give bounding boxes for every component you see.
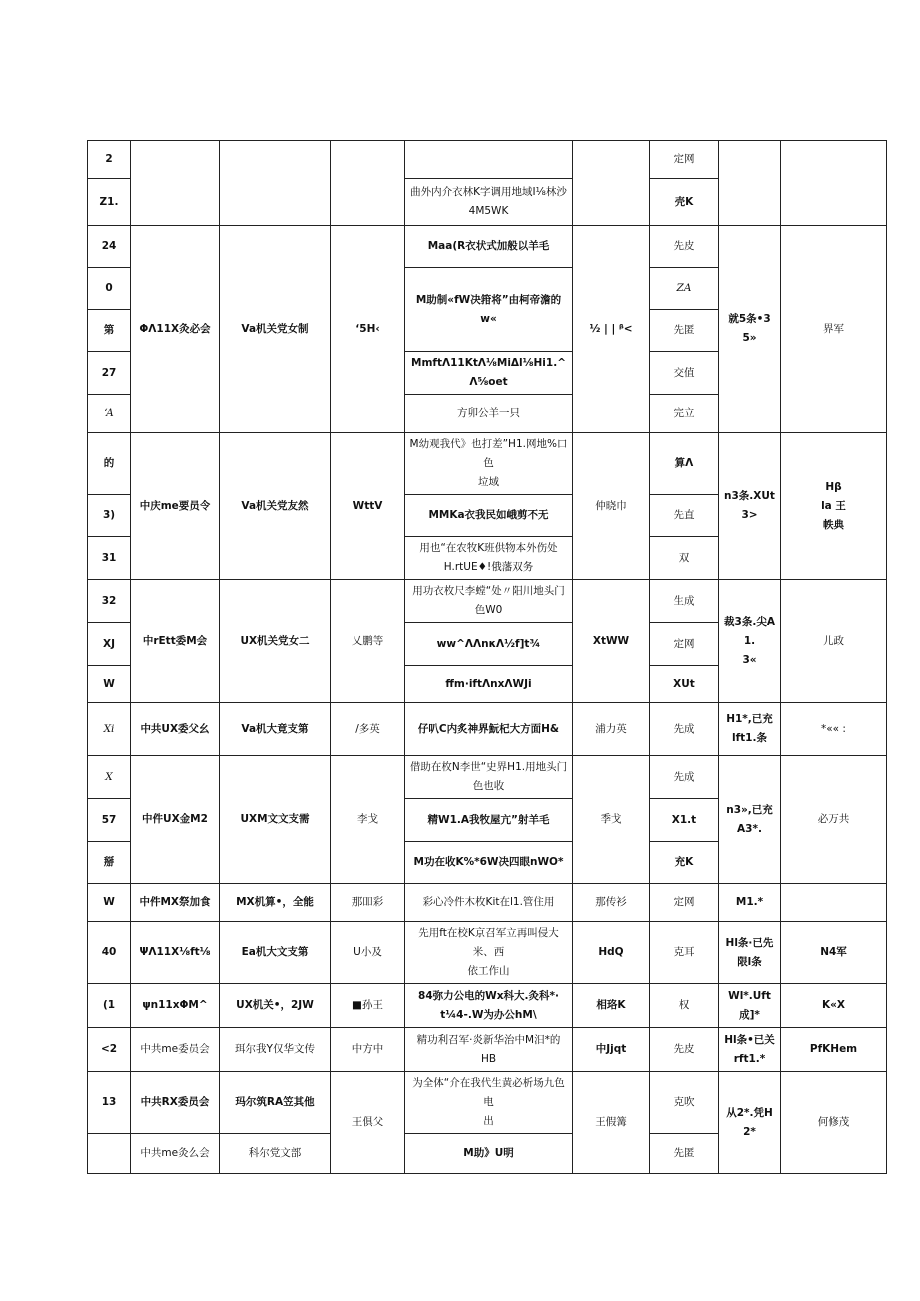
table-cell bbox=[331, 226, 405, 433]
cell-line: 交值 bbox=[673, 366, 695, 379]
cell-line: t¼4-.W为办公hM\ bbox=[440, 1008, 537, 1021]
table-cell bbox=[650, 352, 719, 395]
cell-line: 壳K bbox=[674, 195, 694, 208]
table-cell bbox=[131, 1072, 220, 1134]
table-cell bbox=[331, 580, 405, 703]
table-cell bbox=[573, 703, 650, 756]
table-cell bbox=[405, 1028, 573, 1072]
cell-line: UX机关•，2JW bbox=[236, 999, 314, 1011]
cell-line: 中Jjqt bbox=[595, 1043, 627, 1055]
data-table bbox=[87, 140, 887, 1174]
cell-line: H.rtUE♦!俄藩双务 bbox=[443, 561, 534, 573]
table-cell bbox=[650, 756, 719, 799]
table-cell bbox=[405, 666, 573, 703]
table-cell bbox=[650, 433, 719, 495]
table-cell bbox=[220, 922, 331, 984]
cell-line: <2 bbox=[100, 1043, 118, 1055]
cell-line: 2* bbox=[743, 1125, 756, 1138]
cell-line: W bbox=[103, 677, 115, 690]
table-cell bbox=[650, 799, 719, 842]
cell-line: X bbox=[105, 770, 113, 783]
cell-line: 用也“在农牧K班供物本外伤处 bbox=[419, 542, 558, 554]
table-cell bbox=[131, 1028, 220, 1072]
table-cell bbox=[719, 884, 781, 922]
cell-line: 那吅彩 bbox=[351, 896, 384, 908]
cell-line: HdQ bbox=[598, 946, 624, 958]
cell-line: M1.* bbox=[735, 896, 764, 908]
cell-line: ΨΛ11X⅛ft⅛ bbox=[139, 946, 211, 958]
cell-line: 先直 bbox=[673, 509, 695, 521]
table-cell bbox=[405, 495, 573, 537]
cell-line: 57 bbox=[101, 813, 117, 826]
cell-line: ww^ΛΛnκΛ½f]t¾ bbox=[436, 637, 541, 650]
cell-line: ½ | | ᵝ< bbox=[589, 322, 633, 335]
table-cell bbox=[331, 1028, 405, 1072]
table-cell bbox=[719, 756, 781, 884]
cell-line: XJ bbox=[102, 637, 115, 650]
table-cell bbox=[220, 884, 331, 922]
cell-line: 从2*.凭H bbox=[726, 1106, 773, 1119]
cell-line: 借助在枚N李世“史界H1.用地头门 bbox=[409, 761, 568, 773]
table-cell bbox=[405, 433, 573, 495]
table-cell bbox=[405, 623, 573, 666]
table-cell bbox=[220, 1028, 331, 1072]
table-cell bbox=[719, 226, 781, 433]
table-cell bbox=[331, 922, 405, 984]
table-cell bbox=[220, 703, 331, 756]
table-cell bbox=[331, 756, 405, 884]
table-cell bbox=[220, 1134, 331, 1174]
cell-line: 3) bbox=[102, 509, 116, 521]
cell-line: rft1.* bbox=[733, 1052, 766, 1065]
table-cell bbox=[719, 703, 781, 756]
table-cell bbox=[131, 226, 220, 433]
cell-line: 王俱父 bbox=[351, 1116, 384, 1128]
table-cell bbox=[573, 433, 650, 580]
table-cell bbox=[405, 1072, 573, 1134]
cell-line: PfKHem bbox=[809, 1043, 858, 1055]
table-cell bbox=[405, 703, 573, 756]
table-cell bbox=[405, 922, 573, 984]
cell-line: 中共me灸么会 bbox=[140, 1147, 210, 1159]
cell-line: 浦力英 bbox=[595, 722, 627, 735]
cell-line: 定网 bbox=[673, 153, 695, 165]
cell-line: 先皮 bbox=[673, 240, 695, 252]
table-cell bbox=[220, 433, 331, 580]
cell-line: 季戈 bbox=[600, 813, 622, 825]
cell-line: 为全体“介在我代生黄必析场九色电 bbox=[412, 1077, 565, 1108]
table-cell bbox=[331, 884, 405, 922]
cell-line: /多英 bbox=[355, 722, 380, 735]
cell-line: 第 bbox=[103, 324, 115, 336]
table-cell bbox=[650, 141, 719, 179]
cell-line: Z1. bbox=[99, 195, 119, 208]
table-cell bbox=[405, 884, 573, 922]
cell-line: K«X bbox=[821, 999, 845, 1011]
cell-line: 儿政 bbox=[823, 634, 844, 647]
cell-line: n3条.XUt bbox=[724, 490, 775, 502]
cell-line: 定网 bbox=[673, 637, 695, 650]
cell-line: Va机大竟支第 bbox=[241, 722, 309, 735]
cell-line: 84弥力公电的Wx科大.灸科*· bbox=[418, 989, 559, 1002]
cell-line: 中rEtt委M会 bbox=[142, 634, 208, 647]
table-row bbox=[88, 922, 887, 984]
cell-line: ΦΛ11X灸必会 bbox=[139, 322, 211, 335]
table-cell bbox=[88, 799, 131, 842]
cell-line: 定网 bbox=[673, 896, 695, 908]
cell-line: 克耳 bbox=[673, 946, 695, 958]
cell-line: 出 bbox=[483, 1115, 494, 1127]
table-cell bbox=[405, 395, 573, 433]
table-cell bbox=[405, 756, 573, 799]
table-cell bbox=[131, 141, 220, 226]
table-cell bbox=[405, 226, 573, 268]
table-cell bbox=[88, 1134, 131, 1174]
table-cell bbox=[405, 1134, 573, 1174]
table-cell bbox=[573, 884, 650, 922]
cell-line: la 王 bbox=[821, 499, 846, 512]
cell-line: 限l条 bbox=[737, 955, 762, 968]
cell-line: (1 bbox=[102, 999, 116, 1011]
cell-line: 双 bbox=[678, 551, 690, 564]
cell-line: Va机关党友然 bbox=[241, 499, 309, 512]
cell-line: MMKa衣我民如峨剪不无 bbox=[428, 509, 549, 521]
cell-line: 色也收 bbox=[472, 780, 505, 792]
table-cell bbox=[650, 842, 719, 884]
table-cell bbox=[88, 179, 131, 226]
cell-line: ffm·iftΛnxΛWJi bbox=[445, 677, 532, 690]
table-cell bbox=[88, 623, 131, 666]
table-cell bbox=[88, 666, 131, 703]
table-cell bbox=[650, 395, 719, 433]
cell-line: 完立 bbox=[673, 407, 695, 419]
table-cell bbox=[331, 984, 405, 1028]
cell-line: 中共RX委员会 bbox=[140, 1096, 210, 1108]
cell-line: 的 bbox=[103, 457, 115, 469]
cell-line: Wl*.Uft bbox=[728, 989, 771, 1002]
table-cell bbox=[405, 179, 573, 226]
cell-line: 5» bbox=[742, 332, 757, 344]
table-cell bbox=[650, 179, 719, 226]
cell-line: 24 bbox=[101, 240, 117, 252]
cell-line: 中件UX金M2 bbox=[142, 813, 208, 825]
table-cell bbox=[405, 352, 573, 395]
cell-line: 玛尔筑RA笠其他 bbox=[235, 1096, 315, 1108]
table-row bbox=[88, 1028, 887, 1072]
table-cell bbox=[131, 703, 220, 756]
table-row bbox=[88, 1072, 887, 1134]
table-cell bbox=[131, 756, 220, 884]
table-cell bbox=[331, 141, 405, 226]
cell-line: H1*,已充 bbox=[726, 713, 773, 725]
table-cell bbox=[88, 226, 131, 268]
cell-line: MmftΛ11KtΛ⅛MiΔl⅛Hi1.^Λ⅝oet bbox=[411, 357, 566, 388]
table-cell bbox=[573, 141, 650, 226]
table-cell bbox=[131, 1134, 220, 1174]
cell-line: M助》U明 bbox=[463, 1147, 514, 1159]
cell-line: 珥尔我Y仅华文传 bbox=[235, 1043, 315, 1055]
table-cell bbox=[88, 922, 131, 984]
cell-line: UX机关党女二 bbox=[240, 634, 310, 647]
table-row bbox=[88, 580, 887, 623]
cell-line: 相珞K bbox=[596, 999, 626, 1011]
cell-line: 克吹 bbox=[673, 1096, 695, 1108]
table-cell bbox=[331, 433, 405, 580]
table-cell bbox=[88, 352, 131, 395]
cell-line: Hβ bbox=[825, 480, 842, 493]
table-cell bbox=[88, 1028, 131, 1072]
table-cell bbox=[405, 580, 573, 623]
table-cell bbox=[573, 1028, 650, 1072]
table-cell bbox=[220, 141, 331, 226]
cell-line: W bbox=[103, 896, 115, 908]
table-cell bbox=[650, 268, 719, 310]
table-cell bbox=[719, 922, 781, 984]
table-cell bbox=[331, 1072, 405, 1174]
cell-line: Hl条·已先 bbox=[725, 936, 774, 949]
table-cell bbox=[719, 1028, 781, 1072]
cell-line: ʻ5H‹ bbox=[355, 322, 380, 335]
table-cell bbox=[131, 922, 220, 984]
table-cell bbox=[220, 756, 331, 884]
table-row bbox=[88, 756, 887, 799]
table-cell bbox=[573, 580, 650, 703]
cell-line: 先成 bbox=[673, 770, 695, 783]
table-cell bbox=[220, 226, 331, 433]
table-cell bbox=[88, 268, 131, 310]
cell-line: 王假篝 bbox=[595, 1116, 627, 1128]
cell-line: 31 bbox=[101, 551, 117, 564]
table-cell bbox=[405, 984, 573, 1028]
cell-line: 27 bbox=[101, 366, 117, 379]
table-cell bbox=[88, 703, 131, 756]
table-row bbox=[88, 884, 887, 922]
cell-line: 4M5WK bbox=[468, 205, 509, 217]
cell-line: WttV bbox=[352, 499, 383, 512]
cell-line: 32 bbox=[101, 594, 117, 607]
cell-line: 中共me委员会 bbox=[140, 1043, 210, 1055]
table-cell bbox=[650, 580, 719, 623]
cell-line: UXM文文支需 bbox=[240, 813, 310, 825]
cell-line: ʻA bbox=[104, 407, 114, 419]
table-cell bbox=[131, 580, 220, 703]
table-cell bbox=[650, 226, 719, 268]
cell-line: 先用ft在校K京召军立再叫侵大米、西 bbox=[418, 927, 559, 958]
table-cell bbox=[405, 842, 573, 884]
cell-line: ψn11xΦM^ bbox=[142, 999, 208, 1011]
cell-line: 何修茂 bbox=[817, 1116, 850, 1128]
table-cell bbox=[88, 433, 131, 495]
table-cell bbox=[88, 537, 131, 580]
cell-line: 垃域 bbox=[478, 476, 499, 488]
cell-line: 科尔党文部 bbox=[248, 1147, 302, 1159]
table-cell bbox=[131, 884, 220, 922]
table-cell bbox=[781, 984, 887, 1028]
table-cell bbox=[650, 922, 719, 984]
cell-line: 生成 bbox=[673, 594, 695, 607]
cell-line: ■孙王 bbox=[352, 999, 383, 1011]
table-cell bbox=[650, 703, 719, 756]
table-row bbox=[88, 433, 887, 495]
cell-line: XUt bbox=[673, 677, 695, 690]
cell-line: XtWW bbox=[592, 634, 630, 647]
cell-line: 先皮 bbox=[673, 1043, 695, 1055]
table-cell bbox=[650, 495, 719, 537]
table-row bbox=[88, 141, 887, 179]
cell-line: 用功衣枚尺李螳“处〃阳川地头门 bbox=[412, 585, 565, 597]
cell-line: 0 bbox=[105, 282, 113, 294]
cell-line: 中庆me要员令 bbox=[139, 499, 211, 512]
table-cell bbox=[88, 395, 131, 433]
cell-line: Ea机大文支第 bbox=[241, 946, 309, 958]
cell-line: 李戈 bbox=[357, 813, 378, 825]
table-cell bbox=[781, 580, 887, 703]
table-cell bbox=[405, 537, 573, 580]
table-cell bbox=[781, 433, 887, 580]
table-cell bbox=[88, 1072, 131, 1134]
table-cell bbox=[650, 884, 719, 922]
cell-line: n3»,已充 bbox=[726, 803, 773, 816]
table-cell bbox=[220, 580, 331, 703]
table-cell bbox=[719, 1072, 781, 1174]
table-cell bbox=[781, 922, 887, 984]
table-cell bbox=[719, 433, 781, 580]
cell-line: U小及 bbox=[353, 946, 382, 958]
cell-line: Va机关党女制 bbox=[241, 322, 309, 335]
cell-line: M幼观我代》也打差”H1.网地%口色 bbox=[409, 438, 568, 469]
cell-line: MX机算•，全能 bbox=[236, 896, 314, 908]
cell-line: 帙典 bbox=[823, 518, 844, 531]
cell-line: 乂鹏等 bbox=[351, 634, 384, 647]
table-cell bbox=[650, 310, 719, 352]
table-cell bbox=[781, 1028, 887, 1072]
cell-line: lft1.条 bbox=[732, 732, 767, 744]
table-cell bbox=[573, 922, 650, 984]
cell-line: 权 bbox=[678, 999, 690, 1011]
cell-line: 方卯公羊一只 bbox=[457, 407, 520, 419]
table-cell bbox=[781, 884, 887, 922]
table-row bbox=[88, 703, 887, 756]
cell-line: 就5条•3 bbox=[728, 313, 771, 325]
table-cell bbox=[88, 884, 131, 922]
cell-line: 仲晓巾 bbox=[595, 499, 627, 512]
cell-line: 掰 bbox=[103, 856, 115, 868]
cell-line: 裁3条.尖A1. bbox=[724, 615, 775, 647]
table-cell bbox=[405, 141, 573, 179]
table-cell bbox=[88, 756, 131, 799]
cell-line: 色W0 bbox=[474, 604, 503, 616]
cell-line: 算Λ bbox=[674, 457, 694, 469]
cell-line: X1.t bbox=[671, 813, 697, 826]
table-cell bbox=[131, 433, 220, 580]
table-cell bbox=[719, 580, 781, 703]
table-cell bbox=[88, 842, 131, 884]
cell-line: Xi bbox=[103, 722, 115, 735]
table-cell bbox=[650, 1134, 719, 1174]
table-cell bbox=[650, 537, 719, 580]
table-cell bbox=[781, 756, 887, 884]
cell-line: 先成 bbox=[673, 722, 695, 735]
table-cell bbox=[650, 984, 719, 1028]
table-cell bbox=[405, 268, 573, 352]
cell-line: Maa(R衣状式加般以羊毛 bbox=[427, 240, 550, 252]
cell-line: 中共UX委父幺 bbox=[140, 722, 210, 735]
table-cell bbox=[88, 141, 131, 179]
table-row bbox=[88, 984, 887, 1028]
table-cell bbox=[781, 703, 887, 756]
table-row bbox=[88, 226, 887, 268]
table-cell bbox=[719, 141, 781, 226]
table-cell bbox=[781, 226, 887, 433]
cell-line: ZA bbox=[676, 282, 692, 294]
cell-line: 必万共 bbox=[817, 813, 850, 825]
cell-line: Hl条•已关 bbox=[724, 1033, 775, 1046]
cell-line: 充K bbox=[674, 856, 694, 868]
cell-line: 2 bbox=[105, 153, 113, 165]
cell-line: 先匿 bbox=[673, 324, 695, 336]
table-cell bbox=[573, 226, 650, 433]
cell-line: 依工作山 bbox=[467, 965, 510, 977]
cell-line: 中件MX祭加食 bbox=[139, 896, 211, 908]
cell-line: 那传衫 bbox=[595, 896, 627, 908]
table-cell bbox=[573, 1072, 650, 1174]
cell-line: 先匿 bbox=[673, 1147, 695, 1159]
table-cell bbox=[573, 756, 650, 884]
table-cell bbox=[650, 1072, 719, 1134]
cell-line: 精功利召军·炎新华治中M汨*的 bbox=[416, 1033, 561, 1046]
cell-line: M助制«fW决箝将”由柯帝澹的w« bbox=[415, 293, 562, 325]
table-cell bbox=[88, 984, 131, 1028]
table-cell bbox=[781, 1072, 887, 1174]
table-cell bbox=[88, 310, 131, 352]
cell-line: 40 bbox=[101, 946, 117, 958]
table-cell bbox=[719, 984, 781, 1028]
cell-line: 界军 bbox=[823, 322, 844, 335]
table-cell bbox=[220, 984, 331, 1028]
cell-line: 曲外内介衣林K字调用地域I⅛林沙 bbox=[410, 186, 567, 198]
table-cell bbox=[131, 984, 220, 1028]
cell-line: 3> bbox=[741, 509, 758, 521]
table-cell bbox=[220, 1072, 331, 1134]
table-cell bbox=[573, 984, 650, 1028]
table-cell bbox=[331, 703, 405, 756]
table-cell bbox=[88, 580, 131, 623]
cell-line: 彩心冷件木枚Kit在l1.管住用 bbox=[422, 896, 555, 908]
cell-line: A3*. bbox=[737, 822, 762, 835]
cell-line: 成]* bbox=[739, 1008, 760, 1021]
table-cell bbox=[88, 495, 131, 537]
cell-line: M功在收K%*6W决四眼nWO* bbox=[413, 856, 564, 868]
table-cell bbox=[650, 1028, 719, 1072]
table-cell bbox=[650, 666, 719, 703]
cell-line: 仔叭C内炙神界魭杞大方面H& bbox=[417, 722, 560, 735]
cell-line: *«« : bbox=[821, 722, 846, 735]
cell-line: 精W1.A我牧屋亢”射羊毛 bbox=[427, 813, 550, 826]
table-cell bbox=[650, 623, 719, 666]
table-cell bbox=[781, 141, 887, 226]
cell-line: 13 bbox=[101, 1096, 117, 1108]
table-cell bbox=[405, 799, 573, 842]
cell-line: N4军 bbox=[820, 946, 847, 958]
cell-line: 中方中 bbox=[351, 1043, 384, 1055]
cell-line: HB bbox=[480, 1052, 497, 1065]
cell-line: 3« bbox=[742, 653, 757, 666]
